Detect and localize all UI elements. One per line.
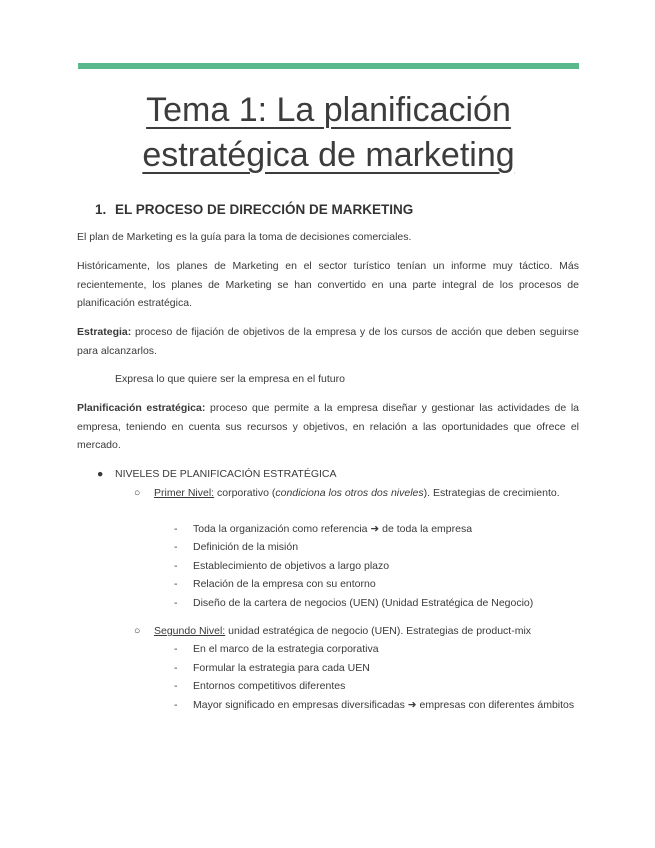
sub-list-item xyxy=(174,659,579,678)
list-item xyxy=(134,484,579,503)
dash-icon: - xyxy=(174,680,178,692)
sub-list-text: Mayor significado en empresas diversificadas ➜ empresas con diferentes ámbitos xyxy=(193,699,575,711)
sub-list-item xyxy=(174,557,579,576)
dash-icon: - xyxy=(174,541,178,553)
sub-list-text: Diseño de la cartera de negocios (UEN) (Unidad Estratégica de Negocio) xyxy=(193,597,534,609)
title-rule xyxy=(78,63,579,69)
level-italic: condiciona los otros dos niveles xyxy=(275,487,424,499)
sub-list-text: En el marco de la estrategia corporativa xyxy=(193,643,379,655)
sub-list-text: Establecimiento de objetivos a largo plazo xyxy=(193,560,390,572)
definition-label: Estrategia: xyxy=(77,326,132,338)
level-text: corporativo ( xyxy=(214,487,276,499)
circle-bullet-icon: ○ xyxy=(134,625,141,637)
list-heading: NIVELES DE PLANIFICACIÓN ESTRATÉGICA xyxy=(115,468,337,480)
list-item xyxy=(97,468,337,480)
sub-list-text: Definición de la misión xyxy=(193,541,299,553)
indented-note: Expresa lo que quiere ser la empresa en el futuro xyxy=(115,373,345,385)
paragraph: Históricamente, los planes de Marketing en el sector turístico tenían un informe muy táctico. Más recientemente, los planes de Marketing se han convertido en una parte integral de los procesos de planificación estratégica. xyxy=(77,260,579,309)
sub-list-item xyxy=(174,677,579,696)
definition-paragraph xyxy=(77,323,579,360)
sub-list-item xyxy=(174,538,579,557)
circle-bullet-icon: ○ xyxy=(134,487,141,499)
sub-list-text: Formular la estrategia para cada UEN xyxy=(193,662,370,674)
bullet-icon: ● xyxy=(97,468,104,480)
sub-list-text: Entornos competitivos diferentes xyxy=(193,680,346,692)
level-name: Segundo Nivel: xyxy=(154,625,226,637)
dash-icon: - xyxy=(174,662,178,674)
sub-list-text: Toda la organización como referencia ➜ de toda la empresa xyxy=(193,523,473,535)
sub-list-item xyxy=(174,594,579,613)
level-text: unidad estratégica de negocio (UEN). Estrategias de product-mix xyxy=(225,625,532,637)
dash-icon: - xyxy=(174,597,178,609)
section-number: 1. xyxy=(95,202,107,217)
sub-list-item xyxy=(174,640,579,659)
section-heading-text: EL PROCESO DE DIRECCIÓN DE MARKETING xyxy=(115,202,414,217)
level-text: ). Estrategias de crecimiento. xyxy=(423,487,560,499)
definition-text: proceso que permite a la empresa diseñar y gestionar las actividades de la empresa, teniendo en cuenta sus recursos y objetivos, en relación a las oportunidades que ofrece el mercado. xyxy=(77,402,579,451)
list-item xyxy=(134,622,579,641)
sub-list-item xyxy=(174,520,579,539)
page-title: Tema 1: La planificación estratégica de marketing xyxy=(142,91,515,174)
dash-icon: - xyxy=(174,643,178,655)
level-name: Primer Nivel: xyxy=(154,487,215,499)
dash-icon: - xyxy=(174,523,178,535)
definition-label: Planificación estratégica: xyxy=(77,402,206,414)
sub-list-text: Relación de la empresa con su entorno xyxy=(193,578,376,590)
definition-text: proceso de fijación de objetivos de la empresa y de los cursos de acción que deben seguirse para alcanzarlos. xyxy=(77,326,579,357)
dash-icon: - xyxy=(174,699,178,711)
dash-icon: - xyxy=(174,578,178,590)
paragraph: El plan de Marketing es la guía para la toma de decisiones comerciales. xyxy=(77,231,412,243)
sub-list-item xyxy=(174,575,579,594)
dash-icon: - xyxy=(174,560,178,572)
definition-paragraph xyxy=(77,399,579,455)
section-heading xyxy=(95,202,413,217)
sub-list-item xyxy=(174,696,579,715)
